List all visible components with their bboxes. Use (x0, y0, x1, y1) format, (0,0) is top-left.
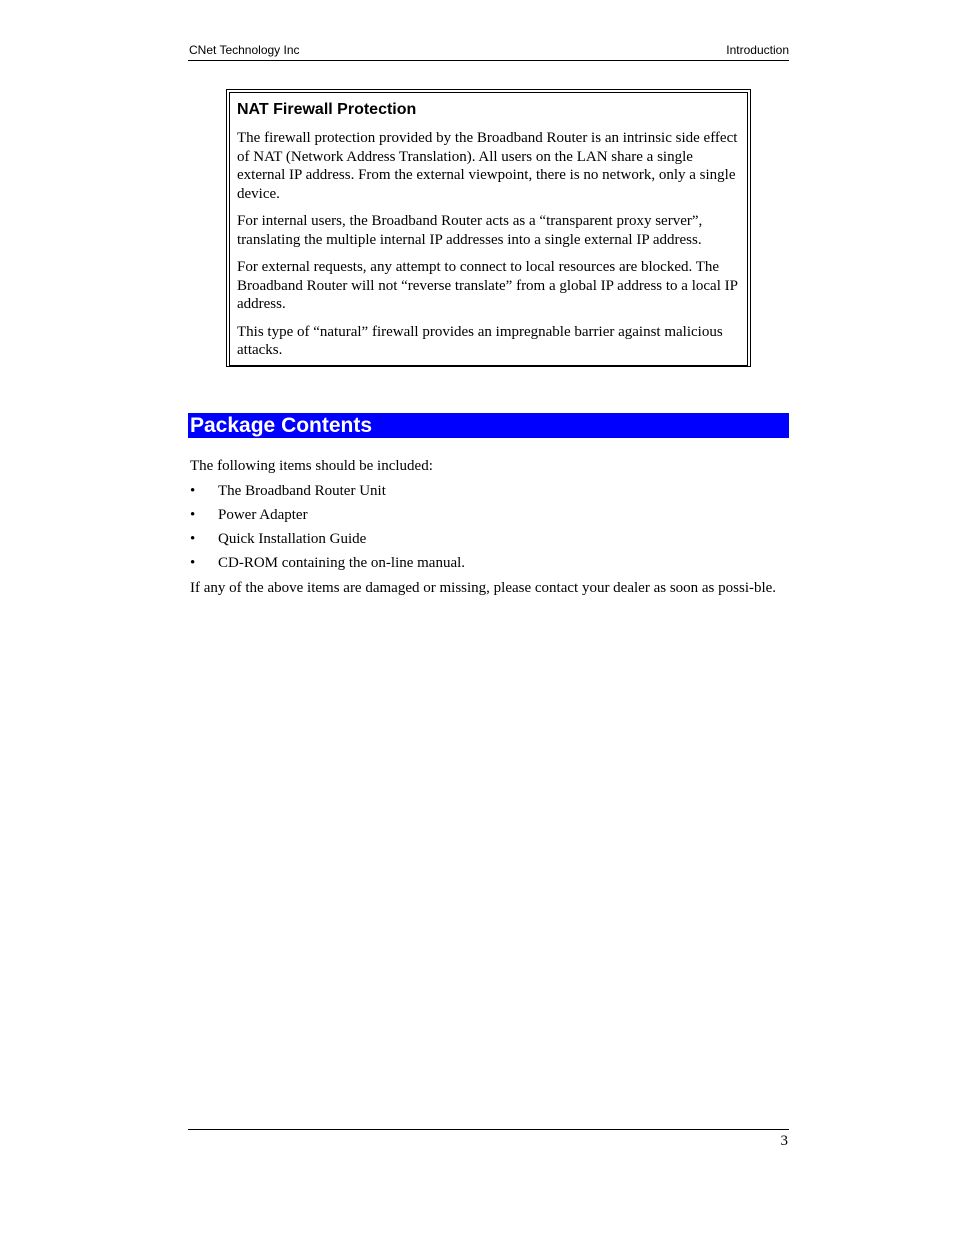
bullet-icon: • (190, 506, 196, 523)
header-company: CNet Technology Inc (189, 43, 300, 57)
closing-text: If any of the above items are damaged or missing, please contact your dealer as soon as possi-ble. (190, 579, 777, 596)
page-header (188, 42, 789, 61)
nat-firewall-title: NAT Firewall Protection (237, 101, 417, 118)
list-item-text: Power Adapter (218, 506, 308, 523)
footer-rule (188, 1129, 789, 1130)
nat-paragraph: This type of “natural” firewall provides an impregnable barrier against malicious attacks. (237, 323, 723, 358)
intro-text: The following items should be included: (190, 458, 433, 474)
list-item-text: Quick Installation Guide (218, 530, 367, 547)
list-item-text: CD-ROM containing the on-line manual. (218, 554, 466, 571)
package-contents-body (190, 457, 785, 603)
section-title: Package Contents (190, 414, 373, 437)
bullet-icon: • (190, 530, 196, 547)
section-heading-bar (188, 413, 789, 438)
list-item (190, 554, 785, 578)
bullet-icon: • (190, 482, 196, 499)
nat-paragraph: The firewall protection provided by the Broadband Router is an intrinsic side effect of NAT (Network Address Translation). All users on the LAN share a single external IP address. From the external viewpoint, there is no network, only a single device. (237, 130, 738, 202)
nat-paragraph: For internal users, the Broadband Router acts as a “transparent proxy server”, translating the multiple internal IP addresses into a single external IP address. (237, 213, 703, 248)
list-item (190, 530, 785, 554)
nat-paragraph: For external requests, any attempt to connect to local resources are blocked. The Broadband Router will not “reverse translate” from a global IP address to a local IP address. (237, 259, 738, 312)
package-list (190, 482, 785, 578)
bullet-icon: • (190, 554, 196, 571)
list-item (190, 506, 785, 530)
nat-firewall-box (226, 89, 751, 367)
list-item-text: The Broadband Router Unit (218, 482, 386, 499)
page-number: 3 (780, 1133, 788, 1149)
header-chapter: Introduction (726, 43, 789, 57)
list-item (190, 482, 785, 506)
nat-firewall-box-inner (229, 92, 748, 366)
